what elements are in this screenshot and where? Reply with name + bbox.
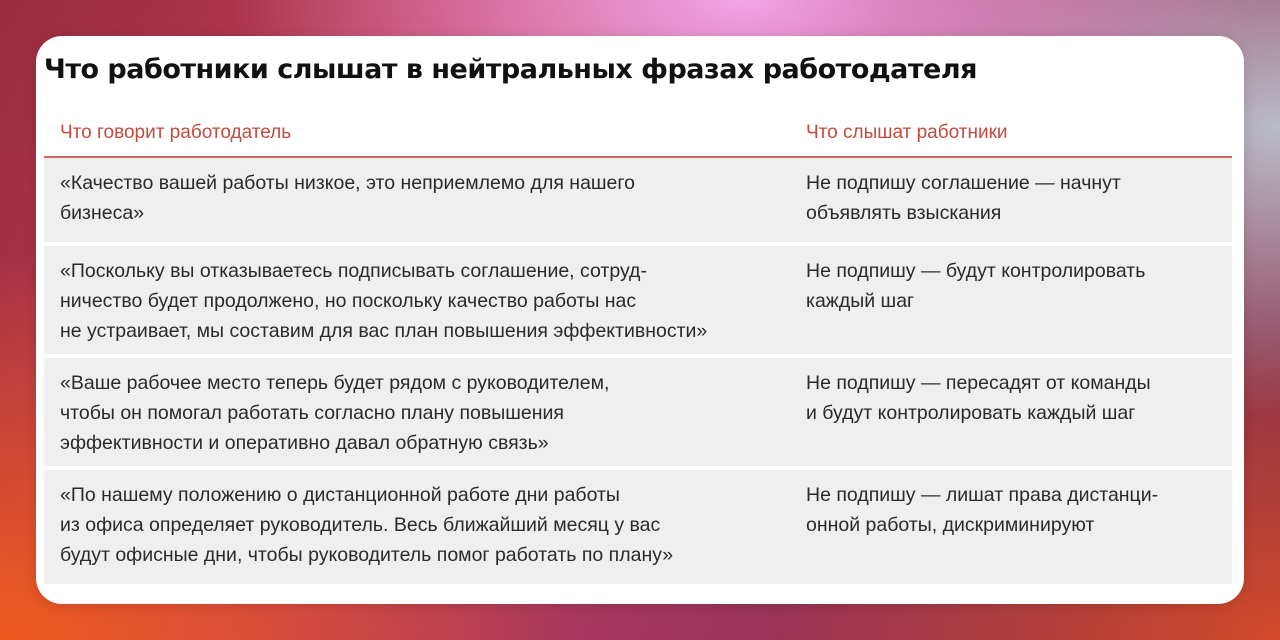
- header-employees-hear: Что слышат работники: [806, 122, 1008, 143]
- comparison-table: [44, 112, 1232, 584]
- text-line: и будут контролировать каждый шаг: [806, 402, 1136, 424]
- text-line: Не подпишу — пересадят от команды: [806, 372, 1151, 394]
- text-line: ничество будет продолжено, но поскольку качество работы нас: [60, 290, 637, 312]
- employee-interpretation: [788, 358, 1232, 466]
- text-line: онной работы, дискриминируют: [806, 514, 1095, 536]
- text-line: «Ваше рабочее место теперь будет рядом с руководителем,: [60, 372, 610, 394]
- table-row: [44, 158, 1232, 242]
- text-line: «По нашему положению о дистанционной работе дни работы: [60, 484, 620, 506]
- table-row: [44, 242, 1232, 354]
- text-line: не устраивает, мы составим для вас план повышения эффективности»: [60, 320, 708, 342]
- text-line: эффективности и оперативно давал обратную связь»: [60, 432, 549, 454]
- employer-phrase: [44, 158, 788, 242]
- text-line: бизнеса»: [60, 202, 145, 224]
- employer-phrase: [44, 470, 788, 584]
- text-line: объявлять взыскания: [806, 202, 1002, 224]
- text-line: «Качество вашей работы низкое, это неприемлемо для нашего: [60, 172, 635, 194]
- text-line: «Поскольку вы отказываетесь подписывать соглашение, сотруд-: [60, 260, 647, 282]
- employer-phrase: [44, 246, 788, 354]
- table-header: [44, 112, 1232, 158]
- text-line: Не подпишу — лишат права дистанци-: [806, 484, 1159, 506]
- text-line: будут офисные дни, чтобы руководитель помог работать по плану»: [60, 544, 674, 566]
- header-employer-says: Что говорит работодатель: [60, 122, 292, 143]
- content-card: [36, 36, 1244, 604]
- employee-interpretation: [788, 158, 1232, 242]
- employee-interpretation: [788, 246, 1232, 354]
- text-line: Не подпишу — будут контролировать: [806, 260, 1146, 282]
- text-line: чтобы он помогал работать согласно плану повышения: [60, 402, 564, 424]
- table-row: [44, 354, 1232, 466]
- text-line: каждый шаг: [806, 290, 915, 312]
- text-line: из офиса определяет руководитель. Весь ближайший месяц у вас: [60, 514, 661, 536]
- text-line: Не подпишу соглашение — начнут: [806, 172, 1121, 194]
- employer-phrase: [44, 358, 788, 466]
- employee-interpretation: [788, 470, 1232, 584]
- page-title: Что работники слышат в нейтральных фразах работодателя: [44, 54, 977, 85]
- table-row: [44, 466, 1232, 584]
